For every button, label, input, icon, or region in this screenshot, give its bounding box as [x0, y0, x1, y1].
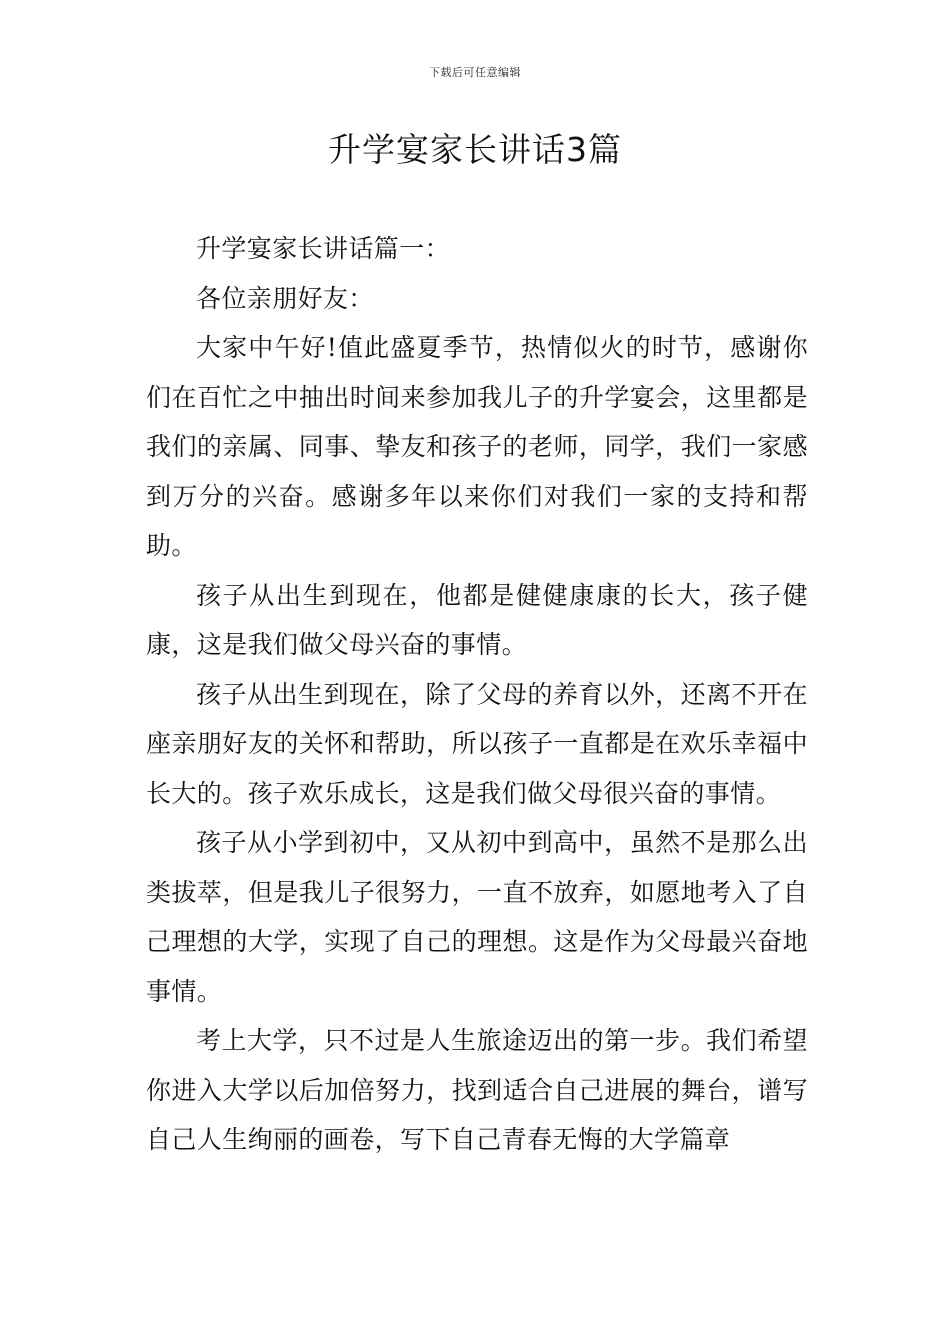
- paragraph: 大家中午好!值此盛夏季节，热情似火的时节，感谢你们在百忙之中抽出时间来参加我儿子的升学宴会，这里都是我们的亲属、同事、挚友和孩子的老师，同学，我们一家感到万分的兴奋。感谢多年以来你们对我们一家的支持和帮助。: [146, 333, 808, 560]
- paragraph: 考上大学，只不过是人生旅途迈出的第一步。我们希望你进入大学以后加倍努力，找到适合自己进展的舞台，谱写自己人生绚丽的画卷，写下自己青春无悔的大学篇章: [146, 1026, 808, 1154]
- paragraph-salutation: 各位亲朋好友：: [196, 283, 374, 313]
- paragraph: 孩子从小学到初中，又从初中到高中，虽然不是那么出类拔萃，但是我儿子很努力，一直不放弃，如愿地考入了自己理想的大学，实现了自己的理想。这是作为父母最兴奋地事情。: [146, 828, 808, 1006]
- header-note: 下载后可任意编辑: [429, 66, 521, 79]
- paragraph: 孩子从出生到现在，除了父母的养育以外，还离不开在座亲朋好友的关怀和帮助，所以孩子一直都是在欢乐幸福中长大的。孩子欢乐成长，这是我们做父母很兴奋的事情。: [146, 679, 808, 808]
- document-title: 升学宴家长讲话3篇: [328, 130, 622, 169]
- paragraph-section-heading: 升学宴家长讲话篇一：: [196, 234, 451, 263]
- paragraph: 孩子从出生到现在，他都是健健康康的长大，孩子健康，这是我们做父母兴奋的事情。: [146, 580, 808, 659]
- document-body: [146, 224, 808, 1165]
